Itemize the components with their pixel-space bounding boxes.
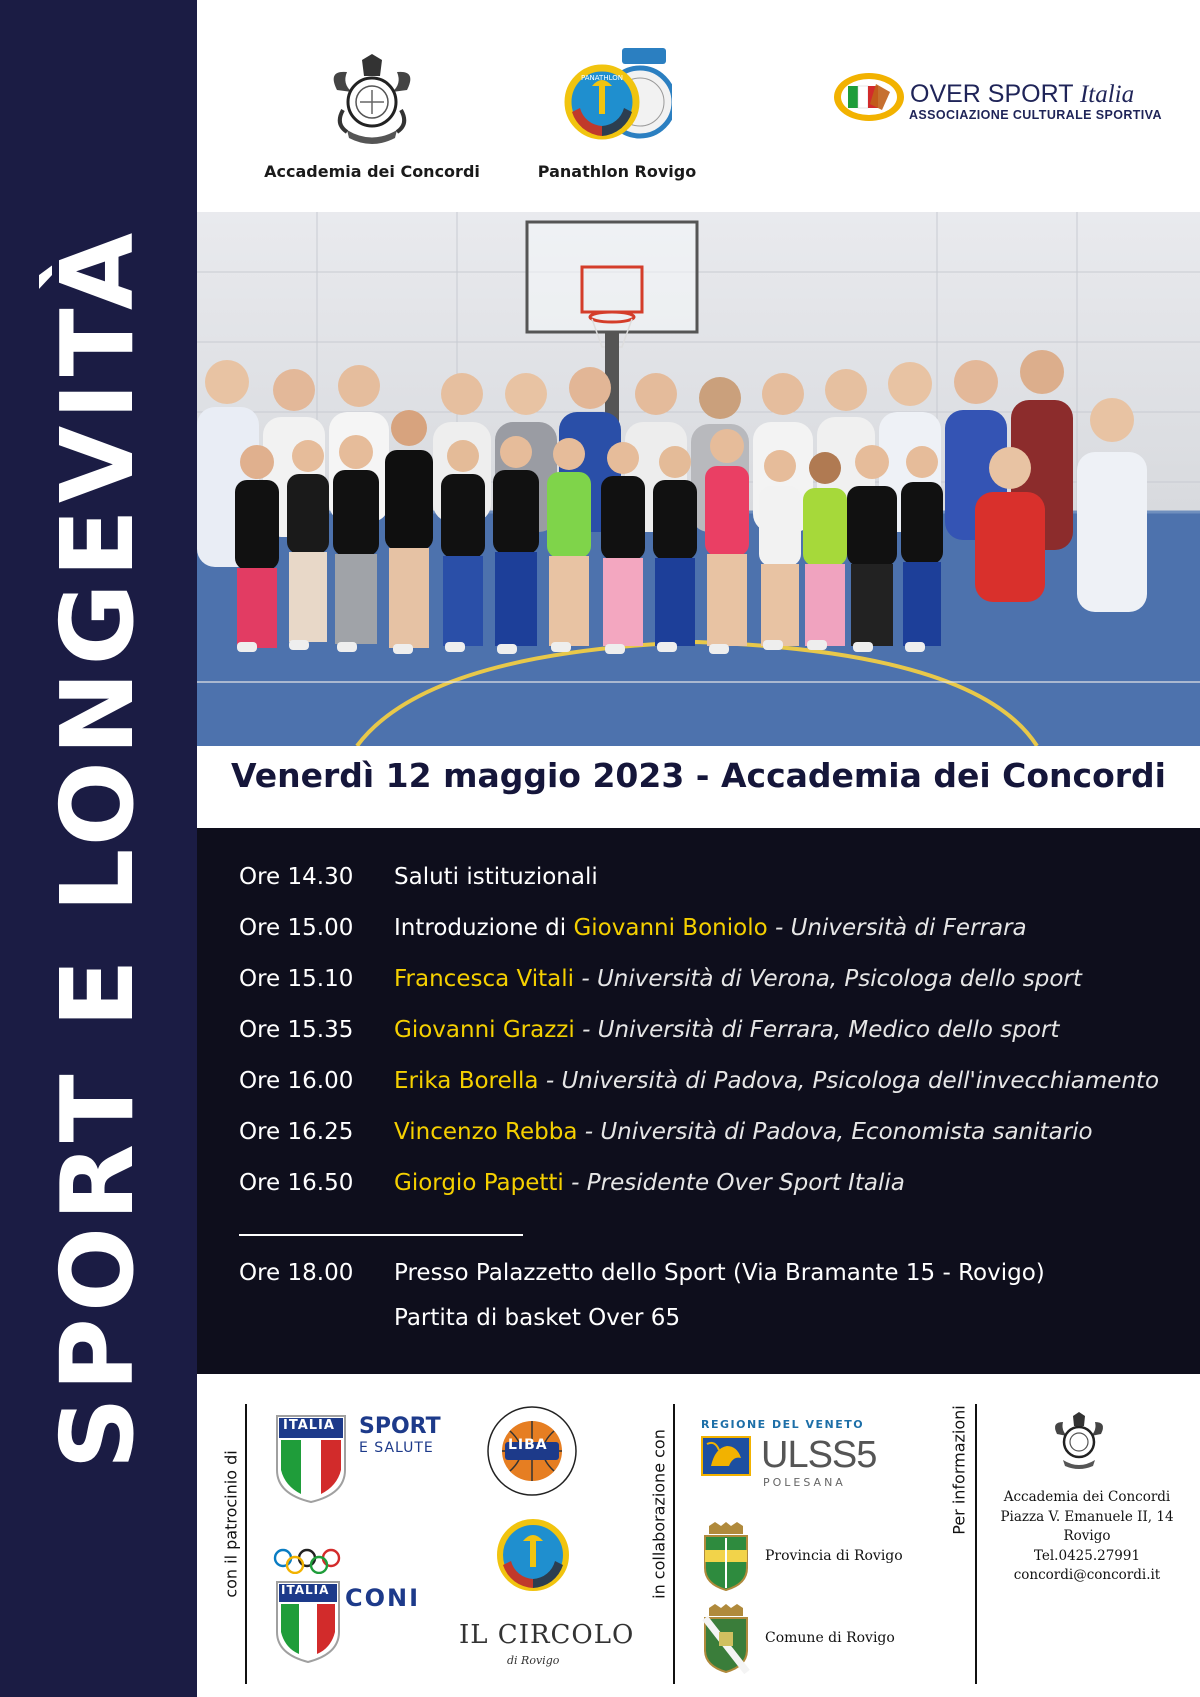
patronage-divider: [245, 1404, 247, 1684]
schedule-desc: [394, 1068, 1159, 1094]
group-photo: [197, 212, 1200, 746]
title-band: [0, 0, 197, 1697]
panathlon-logo-block: [522, 46, 712, 181]
contact-email[interactable]: concordi@concordi.it: [1013, 1567, 1161, 1583]
accademia-logo-block: [237, 50, 507, 181]
poster-title: SPORT E LONGEVITÀ: [39, 226, 156, 1470]
speaker-name: Erika Borella: [394, 1068, 539, 1094]
provincia-crest-icon: [701, 1522, 751, 1592]
organizer-logos: [197, 0, 1200, 212]
schedule-panel: [197, 828, 1200, 1374]
olympic-rings-icon: [271, 1548, 343, 1574]
svg-text:PANATHLON: PANATHLON: [581, 74, 623, 82]
circolo-name: IL CIRCOLO: [459, 1620, 635, 1650]
ulss-name: ULSS5: [761, 1434, 877, 1476]
speaker-affiliation: - Università di Ferrara: [767, 915, 1027, 941]
info-label: Per informazioni: [949, 1405, 969, 1535]
contact-name: Accademia dei Concordi: [1003, 1489, 1171, 1505]
speaker-affiliation: - Università di Padova, Psicologa dell'invecchiamento: [538, 1068, 1160, 1094]
evening-venue: Presso Palazzetto dello Sport (Via Bramante 15 - Rovigo): [394, 1260, 1045, 1286]
panathlon-label: Panathlon Rovigo: [537, 162, 697, 181]
schedule-desc: Introduzione di Giovanni Boniolo - Università di Ferrara: [394, 915, 1027, 941]
coni-name: CONI: [345, 1584, 421, 1612]
sport-salute-line1: SPORT: [359, 1414, 441, 1439]
schedule-time: Ore 15.10: [239, 966, 354, 992]
accademia-label: Accademia dei Concordi: [264, 162, 480, 181]
accademia-crest-icon: [317, 50, 427, 150]
schedule-desc: Saluti istituzionali: [394, 864, 598, 890]
speaker-name: Vincenzo Rebba: [394, 1119, 578, 1145]
collaboration-divider: [673, 1404, 675, 1684]
schedule-time: Ore 16.00: [239, 1068, 354, 1094]
liba-name: LIBA: [508, 1437, 548, 1453]
schedule-time: Ore 15.35: [239, 1017, 354, 1043]
panathlon-small-icon: [497, 1519, 569, 1591]
speaker-name: Giorgio Papetti: [394, 1170, 564, 1196]
contact-address: Piazza V. Emanuele II, 14: [1000, 1508, 1174, 1525]
oversport-title: OVER SPORT Italia: [910, 80, 1135, 108]
accademia-small-crest-icon: [1047, 1410, 1111, 1472]
schedule-desc: [394, 966, 1082, 992]
veneto-lion-icon: [701, 1436, 751, 1476]
panathlon-logo-icon: [562, 46, 672, 150]
schedule-desc: [394, 1170, 905, 1196]
contact-info: [967, 1488, 1200, 1586]
schedule-desc: [394, 1017, 1059, 1043]
speaker-name: Giovanni Boniolo: [573, 915, 768, 941]
evening-time: Ore 18.00: [239, 1260, 354, 1286]
schedule-divider: [239, 1234, 523, 1236]
schedule-time: Ore 15.00: [239, 915, 354, 941]
speaker-affiliation: - Università di Padova, Economista sanitario: [577, 1119, 1093, 1145]
collaboration-label: in collaborazione con: [649, 1429, 669, 1599]
comune-crest-icon: [701, 1604, 751, 1674]
veneto-region-label: REGIONE DEL VENETO: [701, 1418, 865, 1431]
coni-badge: ITALIA: [281, 1583, 330, 1597]
schedule-time: Ore 14.30: [239, 864, 354, 890]
schedule-desc: [394, 1119, 1093, 1145]
evening-event: Partita di basket Over 65: [394, 1305, 681, 1331]
speaker-name: Giovanni Grazzi: [394, 1017, 575, 1043]
comune-label: Comune di Rovigo: [765, 1630, 895, 1646]
basketball-team-illustration: [197, 212, 1200, 746]
event-date-venue: Venerdì 12 maggio 2023 - Accademia dei Concordi: [230, 756, 1166, 795]
speaker-affiliation: - Università di Ferrara, Medico dello sport: [574, 1017, 1060, 1043]
schedule-time: Ore 16.25: [239, 1119, 354, 1145]
oversport-subtitle: ASSOCIAZIONE CULTURALE SPORTIVA: [909, 108, 1162, 122]
oversport-logo-icon: [832, 70, 906, 124]
patronage-label: con il patrocinio di: [221, 1450, 241, 1598]
circolo-sub: di Rovigo: [507, 1654, 560, 1667]
poster-main: [197, 0, 1200, 1697]
ulss-polesana: POLESANA: [763, 1476, 846, 1489]
schedule-time: Ore 16.50: [239, 1170, 354, 1196]
sponsors-footer: [197, 1374, 1200, 1697]
provincia-label: Provincia di Rovigo: [765, 1548, 903, 1564]
speaker-affiliation: - Università di Verona, Psicologa dello sport: [574, 966, 1082, 992]
sport-salute-line2: E SALUTE: [359, 1440, 434, 1456]
contact-phone[interactable]: Tel.0425.27991: [1033, 1547, 1141, 1564]
sport-salute-badge: ITALIA: [283, 1418, 335, 1433]
speaker-name: Francesca Vitali: [394, 966, 575, 992]
speaker-affiliation: - Presidente Over Sport Italia: [563, 1170, 905, 1196]
contact-city: Rovigo: [1063, 1528, 1111, 1544]
